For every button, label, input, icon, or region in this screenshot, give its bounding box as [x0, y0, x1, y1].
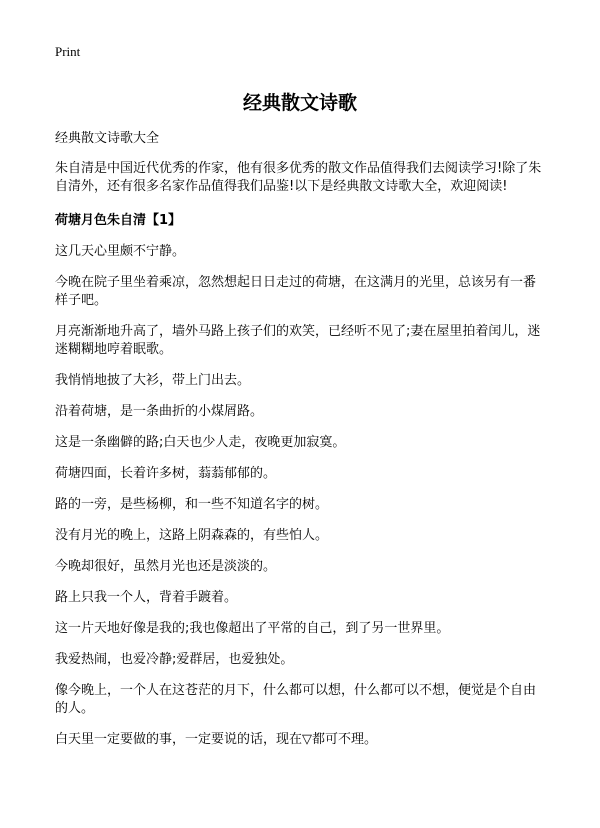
body-paragraph: 月亮渐渐地升高了，墙外马路上孩子们的欢笑，已经听不见了;妻在屋里拍着闰儿，迷迷糊糊地哼着眠歌。 [55, 324, 541, 357]
print-link[interactable]: Print [55, 44, 81, 59]
body-paragraph: 这是一条幽僻的路;白天也少人走，夜晚更加寂寞。 [55, 435, 346, 450]
body-paragraph: 路的一旁，是些杨柳，和一些不知道名字的树。 [55, 497, 329, 512]
body-paragraph: 今晚却很好，虽然月光也还是淡淡的。 [55, 559, 277, 574]
page-title: 经典散文诗歌 [242, 92, 357, 114]
body-paragraph: 没有月光的晚上，这路上阴森森的，有些怕人。 [55, 528, 329, 543]
intro-paragraph: 朱自清是中国近代优秀的作家，他有很多优秀的散文作品值得我们去阅读学习!除了朱自清外，还有很多名家作品值得我们品鉴!以下是经典散文诗歌大全，欢迎阅读! [55, 161, 542, 194]
body-paragraph: 路上只我一个人，背着手踱着。 [55, 590, 238, 605]
body-paragraph: 像今晚上，一个人在这苍茫的月下，什么都可以想，什么都可以不想，便觉是个自由的人。 [55, 683, 537, 716]
body-paragraph: 沿着荷塘，是一条曲折的小煤屑路。 [55, 404, 264, 419]
body-paragraph: 我爱热闹，也爱冷静;爱群居，也爱独处。 [55, 652, 294, 667]
page-subtitle: 经典散文诗歌大全 [55, 131, 160, 146]
body-paragraph: 这几天心里颇不宁静。 [55, 244, 186, 259]
body-paragraph: 我悄悄地披了大衫，带上门出去。 [55, 373, 251, 388]
body-paragraph: 今晚在院子里坐着乘凉，忽然想起日日走过的荷塘，在这满月的光里，总该另有一番样子吧。 [55, 275, 537, 308]
body-paragraph: 白天里一定要做的事，一定要说的话，现在▽都可不理。 [55, 732, 377, 747]
section-heading: 荷塘月色朱自清【1】 [55, 213, 182, 228]
body-paragraph: 这一片天地好像是我的;我也像超出了平常的自己，到了另一世界里。 [55, 621, 450, 636]
body-paragraph: 荷塘四面，长着许多树，蓊蓊郁郁的。 [55, 466, 277, 481]
